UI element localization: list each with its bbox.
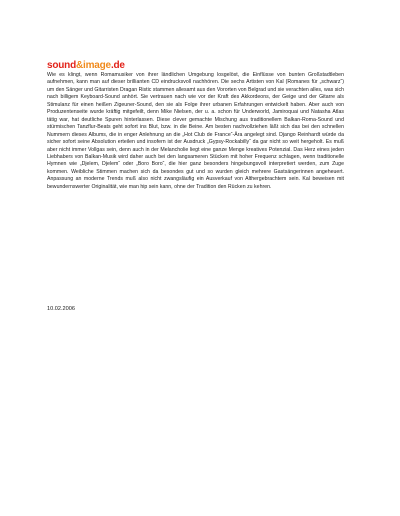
logo-part-image: &image (76, 60, 111, 71)
logo-part-sound: sound (47, 60, 76, 71)
site-logo (47, 60, 125, 71)
article-body: Wie es klingt, wenn Romamusiker von ihrer ländlichen Umgebung losgelöst, die Einflüsse von bunten Großstadtleben aufnehmen, kann man auf dieser brillianten CD eindrucksvoll nachhören. Die sechs Artisten von Kal (Romanes für „schwarz“) um den Sänger und Gitarristen Dragan Ristic stammen allesamt aus den Vororten von Belgrad und sie verachten alles, was sich nach billigem Keyboard-Sound anhört. Sie vertrauen nach wie vor der Kraft des Akkordeons, der Geige und der Gitarre als Stimulanz für einen heißen Zigeuner-Sound, den sie als Folge ihrer urbanen Erfahrungen entwickelt haben. Aber auch von Produzentenseite wurde kräftig mitgefeilt, denn Mike Nielsen, der u. a. schon für Underworld, Jamiroquai und Natasha Atlas tätig war, hat deutliche Spuren hinterlassen. Diese clever gemachte Mischung aus traditionellem Balkan-Roma-Sound und stürmischen Tanzflur-Beats geht sofort ins Blut, bzw. in die Beine. Am besten nachvollziehen läßt sich das bei den schnellen Nummern dieses Albums, die in enger Anlehnung an die „Hot Club de France“-Ära angelegt sind. Django Reinhardt würde da sicher sofort seine Absolution erteilen und insofern ist der Ausdruck „Gypsy-Rockabilly“ da gar nicht so weit hergeholt. Es muß aber nicht immer Vollgas sein, denn auch in der Melancholie liegt eine ganze Menge kreatives Potenzial. Das Herz eines jeden Liebhabers von Balkan-Musik wird daher auch bei den langsameren Stücken mit hoher Frequenz schlagen, wenn traditionelle Hymnen wie „Djelem, Djelem“ oder „Boro Boro“, die hier ganz besonders hingebungsvoll interpretiert werden, zum Zuge kommen. Weibliche Stimmen machen sich da besondes gut und so wurden gleich mehrere Gastsängerinnen angeheuert. Anpassung an moderne Trends muß also nicht zwangsläufig ein Ausverkauf von Althergebrachtem sein. Kal beweisen mit bewundernswerter Originalität, wie man hip sein kann, ohne der Tradition den Rücken zu kehren. (47, 72, 344, 190)
logo-part-de: .de (110, 60, 125, 71)
publication-date: 10.02.2006 (47, 306, 75, 312)
